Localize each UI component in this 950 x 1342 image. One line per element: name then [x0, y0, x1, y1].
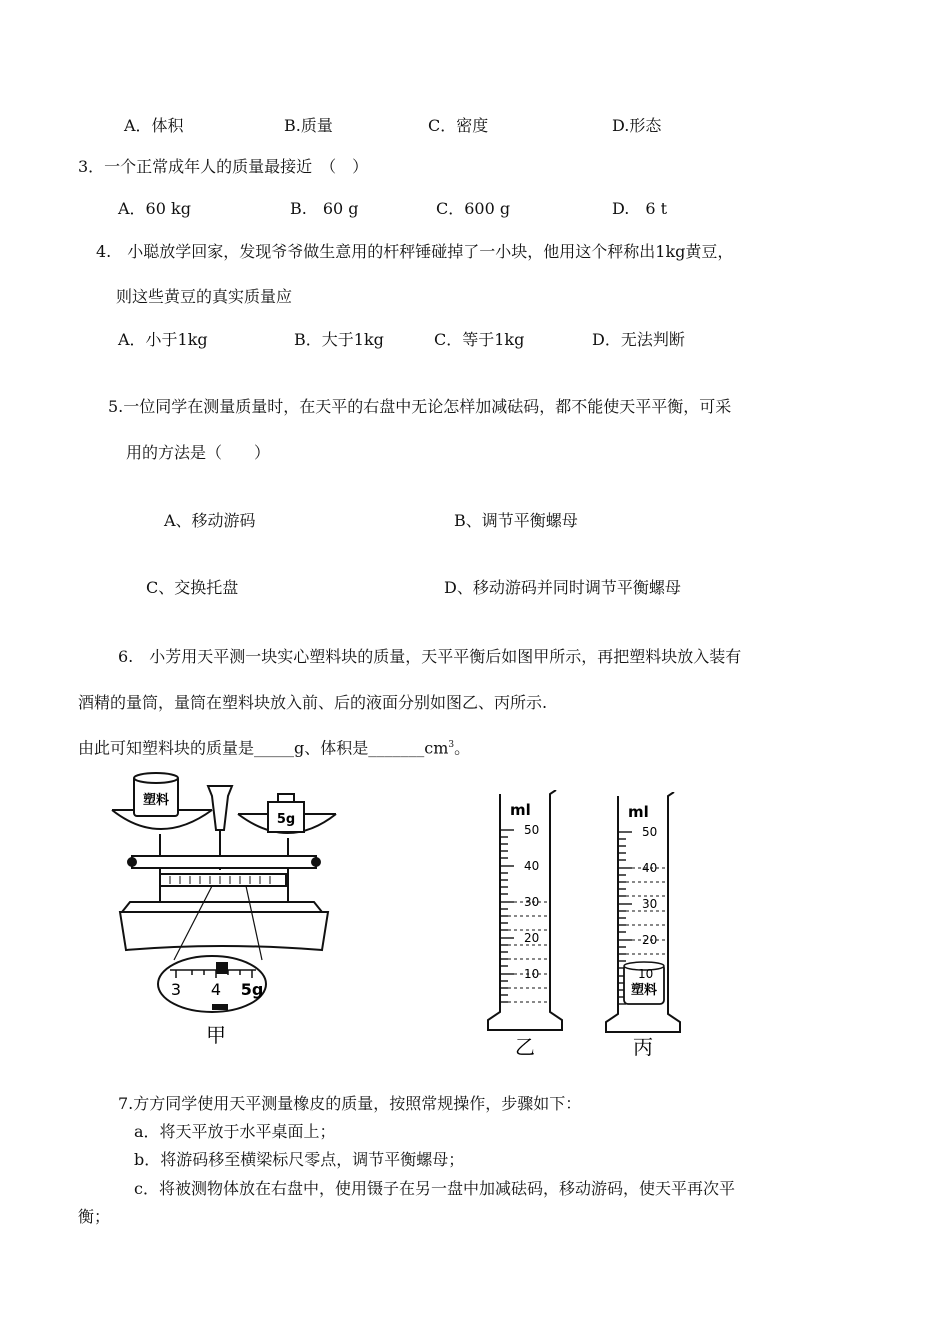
q7-stem: 7.方方同学使用天平测量橡皮的质量，按照常规操作，步骤如下：: [118, 1094, 582, 1113]
caption-jia: 甲: [206, 1023, 226, 1047]
cylinder-yi-tick-30: 30: [524, 895, 540, 909]
weight-label: 5g: [276, 812, 296, 827]
balance-beam: [132, 856, 316, 868]
q5-option-a: A、移动游码: [164, 511, 256, 530]
caption-bing: 丙: [633, 1035, 653, 1059]
caption-yi: 乙: [515, 1035, 535, 1059]
cylinder-yi-figure: [480, 790, 580, 1060]
q5-stem-line2: 用的方法是（ ）: [126, 443, 271, 462]
cylinder-yi-tick-40: 40: [524, 859, 540, 873]
q3-option-d: D. 6 t: [612, 199, 668, 218]
q5-stem-line1: 5.一位同学在测量质量时，在天平的右盘中无论怎样加减砝码，都不能使天平平衡，可采: [108, 397, 732, 416]
q4-option-a: A．小于1kg: [118, 330, 208, 349]
balance-figure: [100, 770, 350, 1055]
q2-option-a: A．体积: [124, 116, 184, 135]
q2-option-d: D.形态: [612, 116, 662, 135]
rider-marker: [216, 962, 228, 974]
q3-stem: 3．一个正常成年人的质量最接近 （ ）: [78, 157, 369, 176]
q2-option-c: C．密度: [428, 116, 489, 135]
cylinder-bing-tick-20: 20: [642, 933, 658, 947]
q5-option-d: D、移动游码并同时调节平衡螺母: [444, 578, 681, 597]
q6-stem-line3: [78, 735, 470, 758]
q4-stem-line1: 4. 小聪放学回家，发现爷爷做生意用的杆秤锤碰掉了一小块，他用这个秤称出1kg黄豆，: [96, 242, 734, 261]
q3-option-b: B. 60 g: [290, 199, 359, 218]
cylinder-yi-tick-20: 20: [524, 931, 540, 945]
q2-option-b: B.质量: [284, 116, 333, 135]
q3-option-a: A．60 kg: [118, 199, 191, 218]
liquid-yi: [502, 902, 548, 1002]
q4-option-d: D．无法判断: [592, 330, 685, 349]
q7-step-b: b．将游码移至横梁标尺零点，调节平衡螺母；: [134, 1150, 465, 1169]
left-pan-label: 塑料: [142, 793, 170, 808]
scale-bar: [160, 874, 286, 886]
q6-stem-line2: 酒精的量筒，量筒在塑料块放入前、后的液面分别如图乙、丙所示.: [78, 693, 548, 712]
q4-stem-line2: 则这些黄豆的真实质量应: [116, 287, 293, 306]
cylinder-yi-tick-10: 10: [524, 967, 540, 981]
cylinder-bing-object-label: 塑料: [630, 983, 658, 998]
q7-step-c-line2: 衡；: [78, 1207, 111, 1226]
scale-label-4: 4: [210, 980, 222, 999]
cylinder-bing-tick-40: 40: [642, 861, 658, 875]
balance-base: [120, 912, 328, 950]
cylinder-bing-tick-10: 10: [638, 967, 654, 981]
q7-step-a: a．将天平放于水平桌面上；: [134, 1122, 336, 1141]
cylinder-yi-tick-50: 50: [524, 823, 540, 837]
cubic-exponent: 3: [448, 740, 455, 750]
q6-stem-line3-text: 由此可知塑料块的质量是_____g、体积是_______cm: [78, 738, 449, 758]
q6-stem-line1: 6. 小芳用天平测一块实心塑料块的质量，天平平衡后如图甲所示，再把塑料块放入装有: [118, 647, 742, 666]
cylinder-bing-tick-30: 30: [642, 897, 658, 911]
q5-option-b: B、调节平衡螺母: [454, 511, 578, 530]
scale-label-5g: 5g: [240, 980, 264, 999]
cylinder-bing-tick-50: 50: [642, 825, 658, 839]
q3-option-c: C．600 g: [436, 199, 511, 218]
q7-step-c-line1: c．将被测物体放在右盘中，使用镊子在另一盘中加减砝码，移动游码，使天平再次平: [134, 1179, 735, 1198]
q4-option-c: C．等于1kg: [434, 330, 525, 349]
cylinder-bing-figure: [598, 792, 698, 1060]
q4-option-b: B．大于1kg: [294, 330, 384, 349]
q5-option-c: C、交换托盘: [146, 578, 239, 597]
q6-stem-line3-end: 。: [454, 738, 471, 758]
cylinder-bing-unit: ml: [628, 803, 649, 821]
cylinder-yi-unit: ml: [510, 801, 531, 819]
scale-label-3: 3: [170, 980, 182, 999]
